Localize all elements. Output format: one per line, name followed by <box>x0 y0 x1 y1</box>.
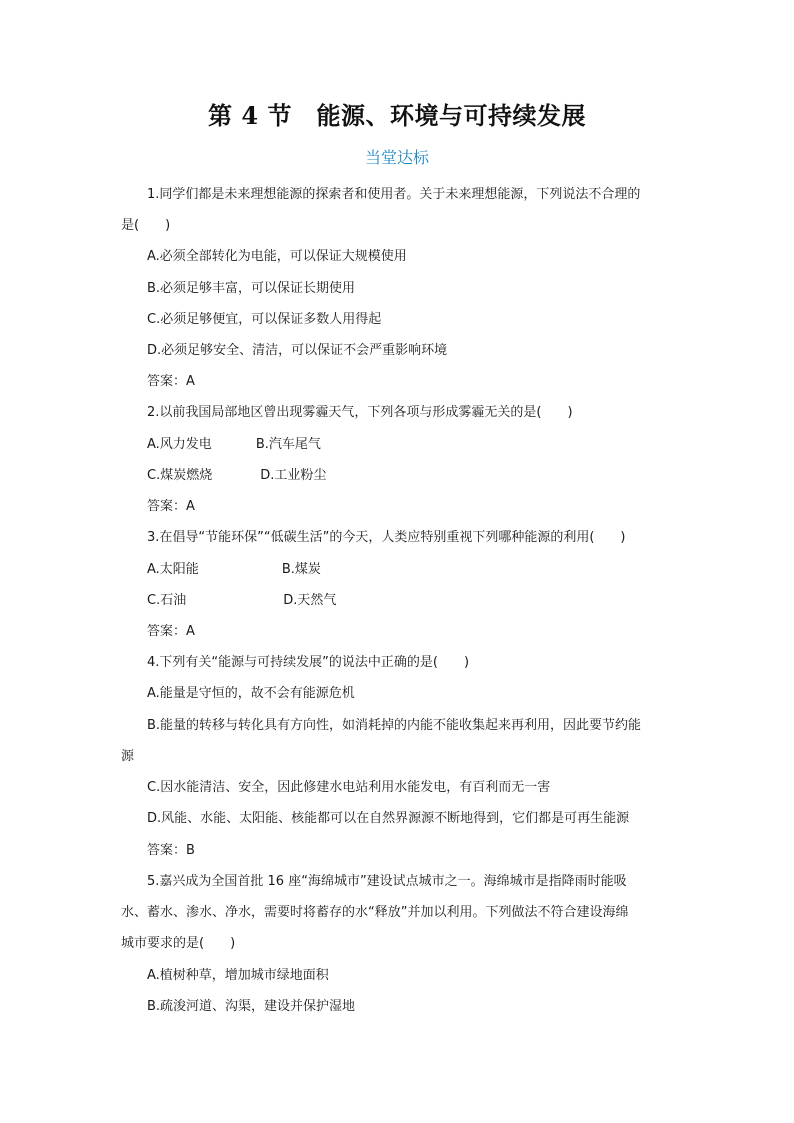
question-5-stem-line-3: 城市要求的是( ) <box>121 936 236 951</box>
question-1-option-d: D.必须足够安全、清洁，可以保证不会严重影响环境 <box>147 343 448 358</box>
question-5-option-a: A.植树种草，增加城市绿地面积 <box>147 968 329 983</box>
question-2-answer: 答案：A <box>147 499 195 514</box>
question-1-option-a: A.必须全部转化为电能，可以保证大规模使用 <box>147 249 407 264</box>
question-3-option-b: B.煤炭 <box>281 562 321 577</box>
question-3-answer: 答案：A <box>147 624 195 639</box>
question-5-option-b: B.疏浚河道、沟渠，建设并保护湿地 <box>147 999 356 1014</box>
question-2-option-c: C.煤炭燃烧 <box>147 468 213 483</box>
question-2-options-row-2 <box>147 466 326 486</box>
question-1-option-c: C.必须足够便宜，可以保证多数人用得起 <box>147 312 382 327</box>
question-2-options-row-1 <box>147 435 321 455</box>
question-4-option-d: D.风能、水能、太阳能、核能都可以在自然界源源不断地得到，它们都是可再生能源 <box>147 811 630 826</box>
question-4-stem: 4.下列有关“能源与可持续发展”的说法中正确的是( ) <box>147 655 470 670</box>
page-title: 第 4 节 能源、环境与可持续发展 <box>208 101 586 130</box>
question-4-option-b-continued: 源 <box>121 749 135 764</box>
question-2-stem: 2.以前我国局部地区曾出现雾霾天气，下列各项与形成雾霾无关的是( ) <box>147 405 573 420</box>
question-3-options-row-2 <box>147 591 336 611</box>
question-5-stem-line-1: 5.嘉兴成为全国首批 16 座“海绵城市”建设试点城市之一。海绵城市是指降雨时能吸 <box>147 874 627 889</box>
question-3-option-a: A.太阳能 <box>147 562 199 577</box>
question-5-stem-line-2: 水、蓄水、渗水、净水，需要时将蓄存的水“释放”并加以利用。下列做法不符合建设海绵 <box>121 905 629 920</box>
question-1-option-b: B.必须足够丰富，可以保证长期使用 <box>147 281 356 296</box>
question-4-answer: 答案：B <box>147 843 195 858</box>
question-2-option-a: A.风力发电 <box>147 437 212 452</box>
question-3-option-c: C.石油 <box>147 593 187 608</box>
question-2-option-b: B.汽车尾气 <box>255 437 321 452</box>
section-heading: 当堂达标 <box>364 148 429 167</box>
question-3-stem: 3.在倡导“节能环保”“低碳生活”的今天，人类应特别重视下列哪种能源的利用( ) <box>147 530 626 545</box>
question-4-option-b: B.能量的转移与转化具有方向性，如消耗掉的内能不能收集起来再利用，因此要节约能 <box>147 718 642 733</box>
question-3-option-d: D.天然气 <box>283 593 337 608</box>
question-4-option-c: C.因水能清洁、安全，因此修建水电站利用水能发电，有百利而无一害 <box>147 780 551 795</box>
question-4-option-a: A.能量是守恒的，故不会有能源危机 <box>147 686 355 701</box>
question-1-answer: 答案：A <box>147 374 195 389</box>
question-2-option-d: D.工业粉尘 <box>260 468 327 483</box>
question-3-options-row-1 <box>147 560 321 580</box>
question-1-stem-line-2: 是( ) <box>121 218 171 233</box>
question-1-stem-line-1: 1.同学们都是未来理想能源的探索者和使用者。关于未来理想能源，下列说法不合理的 <box>147 187 641 202</box>
